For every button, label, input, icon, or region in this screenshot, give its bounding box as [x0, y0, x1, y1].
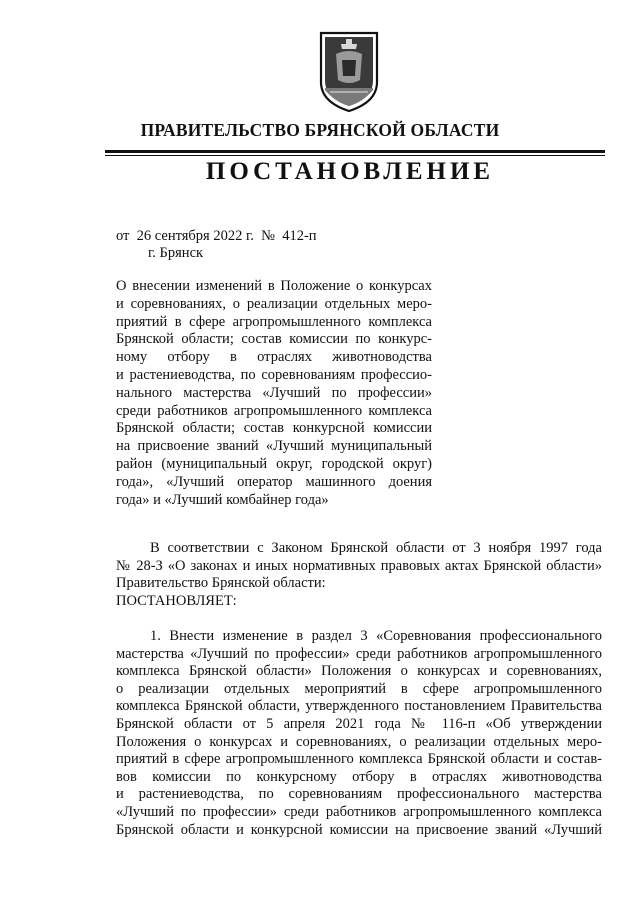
subject-line: и соревнованиях, о реализации отдельных меро- — [116, 295, 432, 312]
coat-of-arms-emblem — [318, 30, 380, 114]
item-line: «Лучший по профессии» среди работников агропромышленного комплекса — [116, 803, 602, 820]
preamble-line: № 28-З «О законах и иных нормативных правовых актах Брянской области» — [116, 557, 602, 574]
organization-title: ПРАВИТЕЛЬСТВО БРЯНСКОЙ ОБЛАСТИ — [140, 120, 500, 140]
subject-line: на присвоение званий «Лучший муниципальный — [116, 438, 432, 455]
header-divider-thin — [105, 155, 605, 156]
header-divider-thick — [105, 150, 605, 153]
item-line: и растениеводства, по соревнованиям профессионального мастерства — [116, 786, 602, 803]
document-type-title: ПОСТАНОВЛЕНИЕ — [205, 158, 495, 185]
subject-heading — [116, 278, 432, 509]
subject-line: ному отбору в отраслях животноводства — [116, 349, 432, 366]
subject-line: года», «Лучший оператор машинного доения — [116, 473, 432, 490]
subject-line: нального мастерства «Лучший по профессии» — [116, 384, 432, 401]
item-line: о реализации отдельных мероприятий в сфере агропромышленного — [116, 680, 602, 697]
subject-line: район (муниципальный округ, городской округ) — [116, 455, 432, 472]
preamble-line: В соответствии с Законом Брянской области от 3 ноября 1997 года — [150, 540, 602, 556]
subject-line: Брянской области; состав конкурсной комиссии — [116, 420, 432, 437]
resolves-keyword: ПОСТАНОВЛЯЕТ: — [116, 592, 237, 609]
item-line: 1. Внести изменение в раздел 3 «Соревнования профессионального — [150, 628, 602, 644]
subject-line: О внесении изменений в Положение о конкурсах — [116, 278, 432, 294]
item-line: приятий в сфере агропромышленного комплекса Брянской области и состав- — [116, 751, 602, 768]
item-1-paragraph — [116, 628, 602, 839]
city-line: г. Брянск — [148, 245, 204, 261]
preamble-line: Правительство Брянской области: — [116, 575, 326, 592]
preamble-paragraph — [116, 540, 602, 610]
subject-line: среди работников агропромышленного комплекса — [116, 402, 432, 419]
item-line: Положения о конкурсах и соревнованиях, о реализации отдельных меро- — [116, 733, 602, 750]
subject-line: и растениеводства, по соревнованиям профессио- — [116, 366, 432, 383]
subject-line: Брянской области; состав комиссии по конкурс- — [116, 331, 432, 348]
item-line: комплекса Брянской области» Положения о конкурсах и соревнованиях, — [116, 663, 602, 680]
item-line: вов комиссии по конкурсному отбору в отраслях животноводства — [116, 768, 602, 785]
date-and-number: от 26 сентября 2022 г. № 412-п — [116, 228, 317, 244]
item-line: Брянской области от 5 апреля 2021 года № 116-п «Об утверждении — [116, 715, 602, 732]
item-line: мастерства «Лучший по профессии» среди работников агропромышленного — [116, 645, 602, 662]
item-line: комплекса Брянской области, утвержденного постановлением Правительства — [116, 698, 602, 715]
subject-line: года» и «Лучший комбайнер года» — [116, 491, 329, 508]
subject-line: приятий в сфере агропромышленного комплекса — [116, 313, 432, 330]
item-line: Брянской области и конкурсной комиссии на присвоение званий «Лучший — [116, 821, 602, 838]
